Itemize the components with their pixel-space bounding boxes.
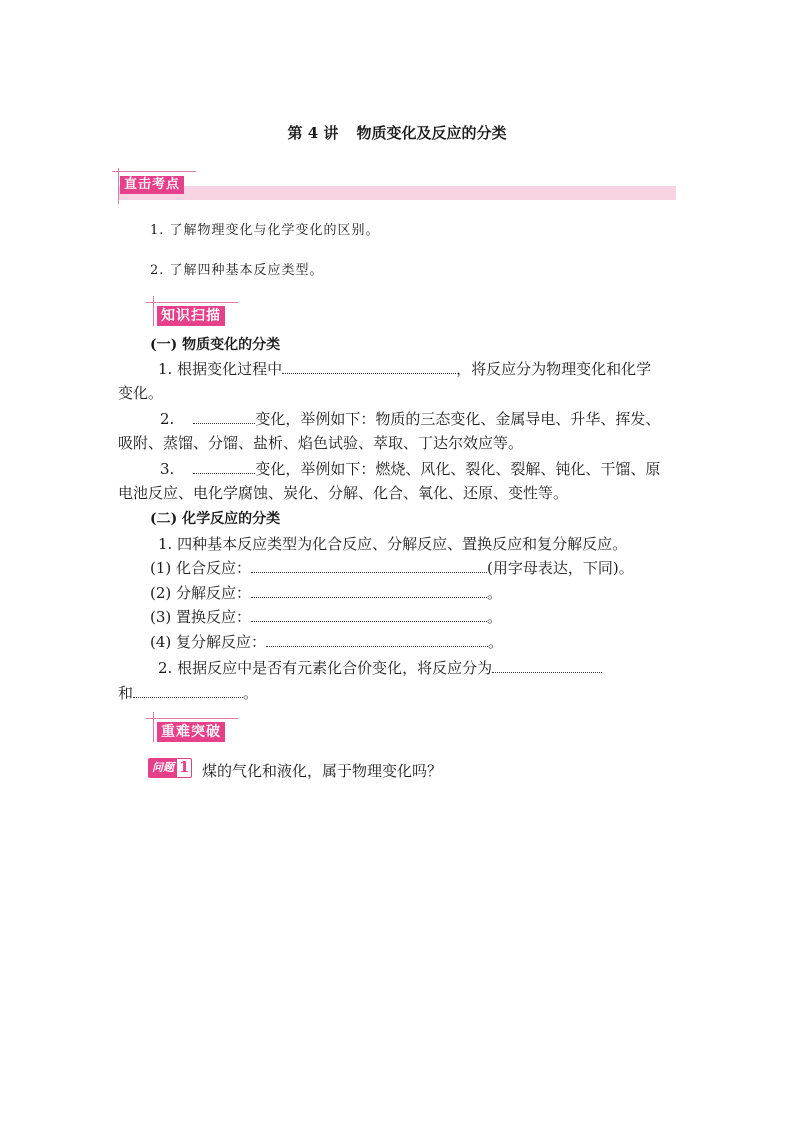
part2-heading: (二) 化学反应的分类 [150, 511, 281, 527]
part1-heading: (一) 物质变化的分类 [150, 337, 281, 353]
part1-item3-line2: 电池反应、电化学腐蚀、炭化、分解、化合、氧化、还原、变性等。 [118, 484, 569, 502]
section-tag-zhishi: 知识扫描 [157, 306, 225, 326]
part1-item2-line2: 吸附、蒸馏、分馏、盐析、焰色试验、萃取、丁达尔效应等。 [118, 434, 524, 452]
part1-item3-line1: 3. 变化，举例如下：燃烧、风化、裂化、裂解、钝化、干馏、原 [160, 460, 661, 478]
kaodian-item-1: 1. 了解物理变化与化学变化的区别。 [150, 223, 380, 238]
fill-blank[interactable] [251, 607, 487, 622]
fill-blank[interactable] [251, 558, 487, 573]
section-tag-kaodian: 直击考点 [120, 176, 184, 194]
part1-item1-line1: 1. 根据变化过程中 ，将反应分为物理变化和化学 [158, 360, 652, 378]
kaodian-item-2: 2. 了解四种基本反应类型。 [150, 263, 324, 278]
question-number: 1 [179, 758, 190, 776]
reaction-type-3: (3) 置换反应： 。 [150, 608, 503, 626]
section-corner-line [153, 296, 154, 326]
section-corner-line [118, 168, 119, 204]
section-corner-line [146, 302, 238, 303]
part2-item2-line1: 2. 根据反应中是否有元素化合价变化，将反应分为 [158, 657, 602, 679]
section-corner-line [112, 171, 196, 172]
question-text: 煤的气化和液化，属于物理变化吗？ [202, 762, 443, 780]
fill-blank[interactable] [282, 359, 456, 374]
section-corner-line [153, 712, 154, 742]
fill-blank[interactable] [193, 409, 255, 424]
part2-item1: 1. 四种基本反应类型为化合反应、分解反应、置换反应和复分解反应。 [158, 535, 628, 553]
part1-item2-line1: 2. 变化，举例如下：物质的三态变化、金属导电、升华、挥发、 [160, 410, 661, 428]
question-label: 问题 [149, 759, 177, 777]
section-corner-line [146, 718, 238, 719]
reaction-type-2: (2) 分解反应： 。 [150, 584, 503, 602]
lecture-topic: 物质变化及反应的分类 [356, 124, 507, 142]
fill-blank[interactable] [266, 632, 488, 647]
question-badge [148, 758, 192, 778]
fill-blank[interactable] [492, 658, 602, 673]
fill-blank[interactable] [133, 683, 243, 698]
reaction-type-4: (4) 复分解反应： 。 [150, 633, 504, 651]
section-tag-zhongnan: 重难突破 [157, 722, 225, 742]
page-title [0, 122, 794, 143]
part2-item2-line2: 和 。 [118, 684, 259, 702]
fill-blank[interactable] [251, 583, 487, 598]
fill-blank[interactable] [193, 459, 255, 474]
section-band [118, 186, 676, 200]
reaction-type-1: (1) 化合反应： (用字母表达，下同)。 [150, 559, 634, 577]
part1-item1-line2: 变化。 [118, 384, 164, 402]
lecture-number: 第 4 讲 [287, 124, 339, 142]
